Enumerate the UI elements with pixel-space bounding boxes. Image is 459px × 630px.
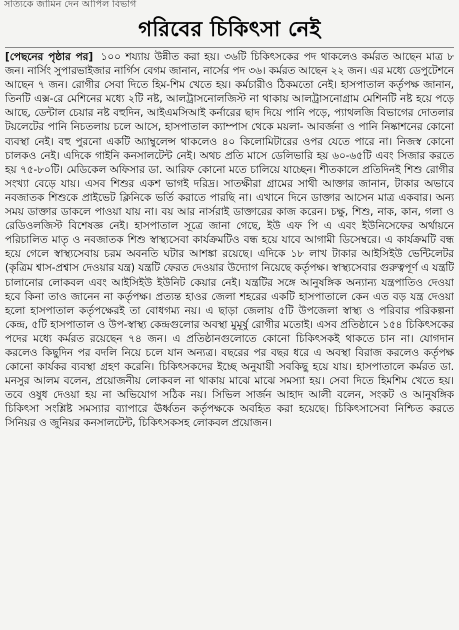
article-headline: গরিবের চিকিৎসা নেই	[138, 16, 321, 41]
article-text: ১০০ শয্যায় উন্নীত করা হয়। ৩৬টি চিকিৎসকের পদ থাকলেও কর্মরত আছেন মাত্র ৮ জন। নার্সিং সুপারভাইজার নার্গিস বেগম জানান, নার্সের পদ ৩৬। কর্মরত আছেন ২২ জন। এর মধ্যে ডেপুটেশনে আছেন ৭ জন। রোগীর সেবা দিতে হিম-শিম খেতে হয়। কর্মচারীও ঠিকমতো নেই। হাসপাতাল কর্তৃপক্ষ জানান, তিনটি এক্স-রে মেশিনের মধ্যে ২টি নষ্ট, আলট্রাসনোলজিস্ট না থাকায় আলট্রাসনোগ্রাম মেশিনটি নষ্ট হয়ে পড়ে আছে, ডেন্টাল চেয়ার নষ্ট বহুদিন, আইএমসিআই কর্নারের ছাদ দিয়ে পানি পড়ে, প্যাথলজি বিভাগের দোতলার টয়লেটের পানি নিচতলায় চলে আসে, হাসপাতাল ক্যাম্পাস থেকে ময়লা- আবর্জনা ও পানি নিষ্কাশনের কোনো ব্যবস্থা নেই। বহু পুরনো একটি অ্যাম্বুলেন্স থাকলেও ৪০ কিলোমিটারের ওপর যেতে পারে না। নিজস্ব কোনো চালকও নেই। এদিকে গাইনি কনসালটেন্ট নেই। অথচ প্রতি মাসে ডেলিভারি হয় ৬০-৬৫টি এবং সিজার করতে হয় ৭৫-৮০টি। মেডিকেল অফিসার ডা. আরিফ কোনো মতে চালিয়ে যাচ্ছেন। শীতকালে প্রতিদিনই শিশু রোগীর সংখ্যা বেড়ে যায়। এসব শিশুর একশ ভাগই দরিদ্র। সাতক্ষীরা গ্রামের সাথী আক্তার জানান, টাকার অভাবে নবজাতক শিশুকে প্রাইভেট ক্লিনিকে ভর্তি করাতে পারছি না। এখানে দিনে ডাক্তার আসেন মাত্র একবার। অন্য সময় ডাক্তার ডাকলে পাওয়া যায় না। বয় আর নার্সরাই ডাক্তারের কাজ করেন। চক্ষু, শিশু, নাক, কান, গলা ও রেডিওলজিস্ট বিশেষজ্ঞ নেই। হাসপাতাল সূত্রে জানা গেছে, ইউ এফ পি এ এবং ইউনিসেফের অর্থায়নে পরিচালিত মাতৃ ও নবজাতক শিশু স্বাস্থ্যসেবা কার্যক্রমটিও বন্ধ হয়ে যাবে আগামী ডিসেম্বরে। এ কার্যক্রমটি বন্ধ হয়ে গেলে স্বাস্থ্যসেবায় চরম অবনতি ঘটার আশঙ্কা রয়েছে। এদিকে ১৮ লাখ টাকার আইসিইউ ভেন্টিলেটর (কৃত্রিম শ্বাস-প্রশ্বাস দেওয়ার যন্ত্র) যন্ত্রটি ফেরত দেওয়ার উদ্যোগ নিয়েছে কর্তৃপক্ষ। স্বাস্থ্যসেবার গুরুত্বপূর্ণ এ যন্ত্রটি চালানোর লোকবল এবং আইসিইউ ইউনিট কেয়ার নেই। যন্ত্রটির সঙ্গে আনুষঙ্গিক অন্যান্য যন্ত্রপাতিও দেওয়া হবে কিনা তাও জানেন না কর্তৃপক্ষ। প্রত্যন্ত হাওর জেলা শহরের একটি হাসপাতালে কেন এত বড় যন্ত্র দেওয়া হলো হাসপাতাল কর্তৃপক্ষেরই তা বোধগম্য নয়। এ ছাড়া জেলায় ৫টি উপজেলা স্বাস্থ্য ও পরিবার পরিকল্পনা কেন্দ্র, ৫টি হাসপাতাল ও উপ-স্বাস্থ্য কেন্দ্রগুলোর অবস্থা মুমূর্ষু রোগীর মতোই। এসব প্রতিষ্ঠানে ১৫৪ চিকিৎসকের পদের মধ্যে কর্মরত রয়েছেন ৭৪ জন। এ প্রতিষ্ঠানগুলোতে কোনো চিকিৎসকই থাকতে চান না। যোগদান করলেও কিছুদিন পর বদলি নিয়ে চলে যান অন্যত্র। বছরের পর বছর ধরে এ অবস্থা বিরাজ করলেও কর্তৃপক্ষ কোনো কার্যকর ব্যবস্থা গ্রহণ করেনি। চিকিৎসকদের ইচ্ছে অনুযায়ী সবকিছু হয়ে যায়। হাসপাতালে কর্মরত ডা. মনসুর আলম বলেন, প্রয়োজনীয় লোকবল না থাকায় মাঝে মাঝে সমস্যা হয়। সেবা দিতে হিমশিম খেতে হয়। তবে ওষুধ দেওয়া হয় না অভিযোগ সঠিক নয়। সিভিল সার্জন আহাদ আলী বলেন, সংকট ও আনুষঙ্গিক চিকিৎসা সংশ্লিষ্ট সমস্যার ব্যাপারে ঊর্ধ্বতন কর্তৃপক্ষকে অবহিত করা হয়েছে। চিকিৎসাসেবা নিশ্চিত করতে সিনিয়র ও জুনিয়র কনসালটেন্ট, চিকিৎসকসহ লোকবল প্রয়োজন।	[5, 51, 454, 430]
article-body	[5, 50, 454, 626]
cropped-previous-headline: সত্যিকে জামিন দেন আপিল বিভাগ	[4, 0, 137, 10]
headline-divider	[5, 47, 454, 48]
continuation-label: [পেছনের পৃষ্ঠার পর]	[5, 51, 94, 63]
article-paragraph	[5, 50, 454, 431]
